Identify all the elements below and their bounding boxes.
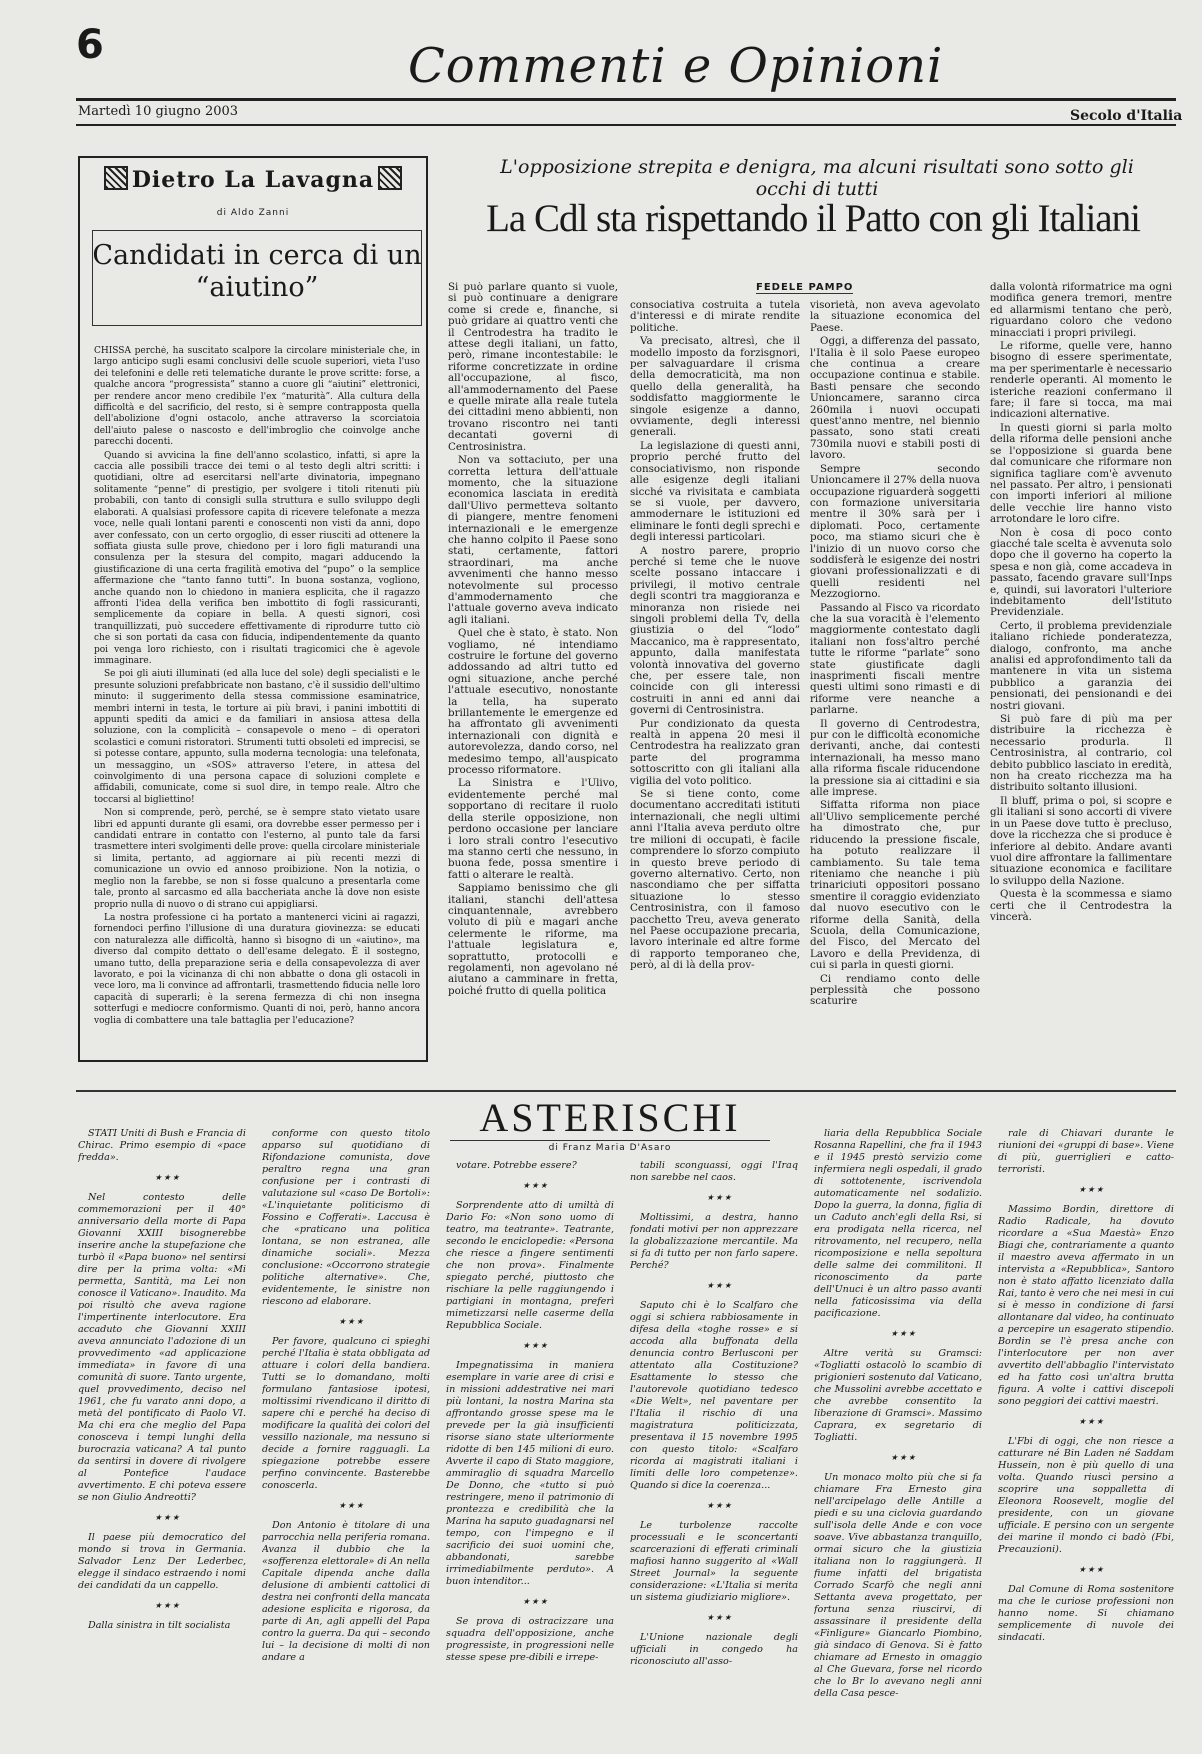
header-rule-top (76, 98, 1176, 101)
asterisk-separator (630, 1192, 798, 1204)
page-number: 6 (76, 22, 104, 68)
sidebar-title: Candidati in cerca di un “aiutino” (92, 240, 422, 303)
asterischi-note: Impegnatissima in maniera esemplare in varie aree di crisi e in missioni addestrative nei mari più lontani, la nostra Marina sta affrontando grosse spese ma le prevede per la già insufficienti risorse siano state ulteriormente ridotte di ben 145 milioni di euro. Avverte il capo di Stato maggiore, ammiraglio di squadra Marcello De Donno, che «tutto si può restringere, meno il patrimonio di prontezza e credibilità che la Marina ha saputo guadagnarsi nel tempo, con l'impegno e il sacrificio dei suoi uomini che, abbandonati, sarebbe irrimediabilmente perduto». A buon intenditor... (446, 1360, 614, 1587)
article-paragraph: Il governo di Centrodestra, pur con le difficoltà economiche derivanti, anche, dai contesti internazionali, ha messo mano alla riforma fiscale riducendone la pressione sia ai cittadini e sia alle imprese. (810, 717, 980, 799)
article-paragraph: Quel che è stato, è stato. Non vogliamo, né intendiamo costruire le fortune del governo addossando ad altri tutto ed ogni situazione, anche perché l'attuale esecutivo, nonostante la tella, ha superato brillantemente le emergenze ed ha affrontato gli avvenimenti internazionali con dignità e autorevolezza, dando corso, nel medesimo tempo, all'auspicato processo riformatore. (448, 627, 618, 777)
article-paragraph: Pur condizionato da questa realtà in appena 20 mesi il Centrodestra ha realizzato gran parte del programma sottoscritto con gli italiani alla vigilia del voto politico. (630, 717, 800, 787)
article-paragraph: Questa è la scommessa e siamo certi che il Centrodestra la vincerà. (990, 888, 1172, 923)
section-divider (76, 1090, 1176, 1092)
article-kicker: L'opposizione strepita e denigra, ma alcuni risultati sono sotto gli occhi di tutti (500, 156, 1134, 200)
asterisk-separator (998, 1416, 1174, 1428)
asterischi-note: votare. Potrebbe essere? (456, 1160, 577, 1171)
article-paragraph: Non va sottaciuto, per una corretta lettura dell'attuale momento, che la situazione economica lasciata in eredità dall'Ulivo permetteva soltanto di piangere, mentre fenomeni internazionali e le emergenze che hanno colpito il Paese sono stati, certamente, fattori straordinari, ma anche avvenimenti che hanno messo notevolmente sul processo d'ammodernamento che l'attuale governo aveva indicato agli italiani. (448, 454, 618, 626)
article-paragraph: dalla volontà riformatrice ma ogni modifica genera tremori, mentre ed allarmismi tentano che però, riguardano coloro che vedono minacciati i propri privilegi. (990, 282, 1172, 339)
asterisk-separator (630, 1280, 798, 1292)
asterischi-column-3 (446, 1160, 614, 1748)
sidebar-paragraph: Non si comprende, però, perché, se è sempre stato vietato usare libri ed appunti durante gli esami, ora dovrebbe esser permesso per i candidati entrare in contatto con l'esterno, al punto tale da farsi trasmettere interi svolgimenti delle prove: quella circolare ministeriale si limita, pertanto, ad aggiornare ai più recenti mezzi di comunicazione un ovvio ed annoso proibizione. Non la notizia, o meglio non la farebbe, se non si fosse qualcuno a presentarla come tale, pronto al sarcasmo ed alla baccheriata anche là dove non esiste proprio nulla di nuovo o di strano cui appigliarsi. (94, 808, 420, 910)
asterischi-column-1 (78, 1128, 246, 1748)
sidebar-paragraph: CHISSÀ perché, ha suscitato scalpore la circolare ministeriale che, in largo anticipo sugli esami conclusivi delle scuole superiori, vieta l'uso dei telefonini e delle reti telematiche durante le prove scritte: forse, a qualche ancora “progressista” stanno a cuore gli “aiutini” elettronici, per rendere ancor meno credibile l'ex “maturità”. Alla cultura della difficoltà e del sacrificio, del resto, si è sempre contrapposta quella dell'abolizione d'ogni ostacolo, anche attraverso la scorciatoia dell'aiuto palese o nascosto e dell'imbroglio che coinvolge anche parecchi docenti. (94, 346, 420, 448)
asterisk-separator (78, 1512, 246, 1524)
article-column-2 (630, 300, 800, 1062)
asterischi-note: L'Unione nazionale degli ufficiali in congedo ha riconosciuto all'asso- (630, 1632, 798, 1667)
asterischi-note: Se prova di ostracizzare una squadra dell'opposizione, anche progressiste, in progressioni nelle stesse spese pre-dibili e irrepe- (446, 1616, 614, 1663)
asterischi-column-5 (814, 1128, 982, 1748)
asterisk-separator (998, 1184, 1174, 1196)
article-column-4 (990, 282, 1172, 1062)
asterischi-note: rale di Chiavari durante le riunioni dei «gruppi di base». Viene di più, guerriglieri e catto-terroristi. (998, 1128, 1174, 1175)
header-rule-bottom (76, 124, 1176, 126)
asterischi-column-2 (262, 1128, 430, 1748)
sidebar-column-label: Dietro La Lavagna (131, 167, 375, 193)
article-paragraph: visorietà, non aveva agevolato la situazione economica del Paese. (810, 300, 980, 334)
blackboard-icon (104, 166, 128, 190)
asterischi-note: L'Fbi di oggi, che non riesce a catturare né Bin Laden né Saddam Hussein, non è più quello di una volta. Quando riuscì persino a scoprire una soppalletta di Eleonora Roosevelt, moglie del presidente, con un giovane ufficiale. E persino con un sergente dei marine il mondo ci badò (Fbi, Precauzioni). (998, 1436, 1174, 1555)
article-paragraph: Il bluff, prima o poi, si scopre e gli italiani si sono accorti di vivere in un Paese dove tutto è precluso, dove la ricchezza che si produce è inferiore al debito. Andare avanti vuol dire affrontare la fallimentare situazione economica e facilitare lo sviluppo della Nazione. (990, 794, 1172, 887)
sidebar-column-name (88, 166, 418, 202)
article-paragraph: La legislazione di questi anni, proprio perché frutto del consociativismo, non risponde alle esigenze degli italiani sicché va rivisitata e cambiata se si vuole, per davvero, ammodernare le istituzioni ed eliminare le fonti degli sprechi e degli interessi particolari. (630, 439, 800, 544)
article-column-3 (810, 300, 980, 1062)
asterischi-note: Dal Comune di Roma sostenitore ma che le curiose professioni non hanno nome. Si chiamano semplicemente di nuvole dei sindacati. (998, 1584, 1174, 1643)
article-paragraph: Passando al Fisco va ricordato che la sua voracità è l'elemento maggiormente contestato dagli italiani non foss'altro perché tutte le riforme “parlate” sono state giustificate dagli inasprimenti fiscali mentre questi ultimi sono rimasti e di riforme vere neanche a parlarne. (810, 601, 980, 717)
asterisk-separator (630, 1500, 798, 1512)
asterischi-note: conforme con questo titolo apparso sul quotidiano di Rifondazione comunista, dove peraltro regna una gran confusione per i contrasti di valutazione sul «caso De Bortoli»: «L'inquietante politicismo di Fossino e Cofferati». Laccusa è che «praticano una politica lontana, se non estranea, alle dinamiche sociali». Mezza conclusione: «Occorrono strategie politiche alternative». Che, evidentemente, le sinistre non riescono ad elaborare. (262, 1128, 430, 1307)
asterischi-column-4 (630, 1160, 798, 1748)
asterischi-note: tabili sconguassi, oggi l'Iraq non sarebbe nel caos. (630, 1160, 798, 1183)
asterischi-note: Don Antonio è titolare di una parrocchia nella periferia romana. Avanza il dubbio che la «sofferenza elettorale» di An nella Capitale dipenda anche dalla delusione di ambienti cattolici di destra nei confronti della mancata adesione esplicita e rigorosa, da parte di An, agli appelli del Papa contro la guerra. Da qui – secondo lui – la decisione di molti di non andare a (262, 1520, 430, 1663)
asterischi-note: liaria della Repubblica Sociale Rosanna Rapellini, che fra il 1943 e il 1945 prestò servizio come infermiera negli ospedali, il grado di sottotenente, iscrivendola automaticamente nel sodalizio. Dopo la guerra, la donna, figlia di un Caduto anch'egli della Rsi, si era prodigata nella ricerca, nel ritrovamento, nel recupero, nella ricomposizione e nella sepoltura delle salme dei commilitoni. Il riconoscimento da parte dell'Unuci è un altro passo avanti nella faticosissima via della pacificazione. (814, 1128, 982, 1319)
asterisk-separator (78, 1172, 246, 1184)
asterischi-author: di Franz Maria D'Asaro (450, 1140, 770, 1153)
article-column-1 (448, 282, 618, 1062)
asterisk-separator (630, 1612, 798, 1624)
asterischi-note: Il paese più democratico del mondo si trova in Germania. Salvador Lenz Der Lederbec, elegge il sindaco estraendo i nomi dei candidati da un cappello. (78, 1532, 246, 1591)
article-paragraph: A nostro parere, proprio perché si teme che le nuove scelte possano intaccare i privilegi, il motivo centrale degli scontri tra maggioranza e minoranza non risiede nei singoli problemi della Tv, della giustizia o del “lodo” Maccanico, ma è rappresentato, appunto, dalla manifestata volontà innovativa del governo che, per essere tale, non coincide con gli interessi costruiti in anni ed anni dai governi di Centrosinistra. (630, 544, 800, 717)
sidebar-paragraph: Quando si avvicina la fine dell'anno scolastico, infatti, si apre la caccia alle possibili tracce dei temi o al testo degli altri scritti: i quotidiani, oltre ad esercitarsi nell'arte divinatoria, impegnano solitamente “penne” di prestigio, per svolgere i titoli ritenuti più probabili, con tanto di consigli sulla struttura e sullo sviluppo degli elaborati. A qualsiasi professore capita di ricevere telefonate a mezza voce, nelle quali lontani parenti e conoscenti non visti da anni, dopo aver confessato, con un certo orgoglio, di esser riusciti ad ottenere la soffiata giusta sulle prove, chiedono per i loro figli maturandi una consulenza per la stesura del compito, magari adducendo la giustificazione di una certa fragilità emotiva del “pupo” o la semplice affermazione che “tanto fanno tutti”. In buona sostanza, vogliono, anche quando non lo chiedono in maniera esplicita, che il ragazzo affronti l'idea della verifica ben imbottito di fogli rassicuranti, semplicemente da copiare in bella. A questi signori, così tranquillizzati, può succedere effettivamente di riprodurre tutto ciò che si son portati da casa con fiducia, indipendentemente da quanto poi venga loro richiesto, con i risultati tragicomici che è agevole immaginare. (94, 450, 420, 666)
asterischi-note: Nel contesto delle commemorazioni per il 40° anniversario della morte di Papa Giovanni XXIII bisognerebbe inserire anche la stupefazione che turbò il «Papa buono» nel sentirsi dire per la prima volta: «Mi permetta, Santità, ma Lei non conosce il Vaticano». Inaudito. Ma poi risultò che aveva ragione l'impertinente interlocutore. Era accaduto che Giovanni XXIII aveva annunciato l'adozione di un provvedimento «ad applicazione immediata» in favore di una comunità di suore. Tanto urgente, quel provvedimento, deciso nel 1961, che fu varato anni dopo, a metà del pontificato di Paolo VI. Ma chi era che meglio del Papa conosceva i tempi lunghi della burocrazia vaticana? A tal punto da sentirsi in dovere di rivolgere al Pontefice l'audace avvertimento. E chi poteva essere se non Giulio Andreotti? (78, 1192, 246, 1503)
asterischi-note: Un monaco molto più che si fa chiamare Fra Ernesto gira nell'arcipelago delle Antille a piedi e su una ciclovia guardando sull'isola delle Ande e con voce soave. Vive abbastanza tranquillo, ormai sicuro che la giustizia italiana non lo raggiungerà. Il fiume infatti del brigatista Corrado Scarfò che negli anni Settanta aveva progettato, per fortuna senza riuscirvi, di assassinare il presidente della «Finligure» Giancarlo Piombino, già sindaco di Genova. Si è fatto chiamare ad Ernesto in omaggio al Che Guevara, forse nel ricordo che lo Br lo avevano negli anni della Casa pesce- (814, 1472, 982, 1699)
sidebar-paragraph: La nostra professione ci ha portato a mantenerci vicini ai ragazzi, fornendoci perfino l'illusione di una duratura giovinezza: se educati con naturalezza alle difficoltà, hanno sì bisogno di un «aiutino», ma diverso dal compito dettato o dell'esame delegato. È il sostegno, umano tutto, della preparazione seria e della consapevolezza di aver lavorato, e poi la vicinanza di chi non abbatte o dona gli ostacoli in vece loro, ma li convince ad affrontarli, trasmettendo fiducia nelle loro capacità di superarli; è la serena fermezza di chi non insegna sotterfugi e mediocre conformismo. Quanti di noi, però, hanno ancora voglia di combattere una tale battaglia per l'educazione? (94, 912, 420, 1026)
asterischi-note: Dalla sinistra in tilt socialista (88, 1620, 231, 1631)
asterisk-separator (814, 1328, 982, 1340)
asterischi-note: Massimo Bordin, direttore di Radio Radicale, ha dovuto ricordare a «Sua Maestà» Enzo Biagi che, contrariamente a quanto il maestro aveva affermato in un intervista a «Repubblica», Santoro non è stato affatto licenziato dalla Rai, tanto è vero che nei mesi in cui si è messo in condizione di farsi allontanare dal video, ha continuato a percepire un esagerato stipendio. Bordin se l'è presa anche con l'interlocutore per non aver avvertito dell'abbaglio l'intervistato ed ha fatto così un'altra brutta figura. A volte i cattivi discepoli sono peggiori dei cattivi maestri. (998, 1204, 1174, 1407)
article-paragraph: Va precisato, altresì, che il modello imposto da forzisgnori, per salvaguardare il crisma della democraticità, ma non quello della generalità, ha soddisfatto maggiormente le singole esigenze a danno, ovviamente, degli interessi generali. (630, 335, 800, 439)
article-paragraph: Sempre secondo Unioncamere il 27% della nuova occupazione riguarderà soggetti con formazione universitaria mentre il 30% sarà per i diplomati. Poco, certamente poco, ma stiamo sicuri che è l'inizio di un nuovo corso che soddisferà le esigenze dei nostri giovani professionalizzati e di quelli residenti nel Mezzogiorno. (810, 462, 980, 601)
article-paragraph: Le riforme, quelle vere, hanno bisogno di essere sperimentate, ma per sperimentarle è necessario renderle operanti. Al momento le isteriche reazioni confermano il fare; il fare si tocca, ma mai indicazioni alternative. (990, 340, 1172, 421)
asterischi-title: ASTERISCHI (479, 1095, 741, 1140)
asterisk-separator (446, 1180, 614, 1192)
article-paragraph: Siffatta riforma non piace all'Ulivo semplicemente perché ha dimostrato che, pur riducendo la pressione fiscale, ha potuto realizzare il cambiamento. Su tale tema riteniamo che neanche i più trinariciuti oppositori possano smentire il coraggio evidenziato dal nuovo esecutivo con le riforme della Sanità, della Scuola, della Comunicazione, del Fisco, del Mercato del Lavoro e della Previdenza, di cui si parla in questi giorni. (810, 799, 980, 972)
issue-date: Martedì 10 giugno 2003 (78, 104, 239, 119)
asterisk-separator (78, 1600, 246, 1612)
asterischi-note: Saputo chi è lo Scalfaro che oggi si schiera rabbiosamente in difesa della «toghe rosse» e si accoda alla buffonata della denuncia contro Berlusconi per attentato alla Costituzione? Esattamente lo stesso che l'autorevole quotidiano tedesco «Die Welt», nel paventare per l'Italia il rischio di una magistratura politicizzata, presentava il 15 novembre 1995 con questo titolo: «Scalfaro ricorda ai magistrati italiani i limiti delle loro competenze». Quando si dice la coerenza... (630, 1300, 798, 1491)
asterisk-separator (262, 1500, 430, 1512)
section-title-text: Commenti e Opinioni (408, 38, 944, 94)
article-paragraph: Si può fare di più ma per distribuire la ricchezza è necessario produrla. Il Centrosinistra, al contrario, col debito pubblico lasciato in eredità, non ha creato ricchezza ma ha distribuito soltanto illusioni. (990, 713, 1172, 794)
newspaper-name: Secolo d'Italia (1070, 108, 1183, 124)
asterisk-separator (262, 1316, 430, 1328)
sidebar-body (94, 346, 420, 1058)
article-paragraph: Si può parlare quanto si vuole, si può continuare a denigrare come si crede e, finanche, si può gridare ai quattro venti che il Centrodestra ha tradito le attese degli italiani, un fatto, però, rimane incontestabile: le riforme concretizzate in ordine all'occupazione, al fisco, all'ammodernamento del Paese e quelle mirate alla reale tutela dei cittadini meno abbienti, non trovano riscontro nei tanti decantati governi di Centrosinistra. (448, 282, 618, 453)
article-paragraph: Sappiamo benissimo che gli italiani, stanchi dell'attesa cinquantennale, avrebbero voluto di più e magari anche celermente le riforme, ma l'attuale legislatura e, soprattutto, protocolli e regolamenti, non agevolano né aiutano a camminare in fretta, poiché frutto di quella politica (448, 882, 618, 997)
article-paragraph: In questi giorni si parla molto della riforma delle pensioni anche se l'opposizione si guarda bene dal comunicare che riformare non significa tagliare com'è avvenuto nel passato. Per altro, i pensionati con importi inferiori al milione delle vecchie lire hanno visto arrotondare le loro cifre. (990, 421, 1172, 526)
sidebar-author: di Aldo Zanni (216, 208, 290, 218)
asterisk-separator (446, 1340, 614, 1352)
asterischi-note: Per favore, qualcuno ci spieghi perché l'Italia è stata obbligata ad attuare i colori della bandiera. Tutti se lo domandano, molti formulano fantasiose ipotesi, moltissimi rivendicano il diritto di sapere chi e perché ha deciso di modificare la qualità dei colori del vessillo nazionale, ma nessuno si decide a fornire ragguagli. La spiegazione potrebbe essere perfino convincente. Basterebbe conoscerla. (262, 1336, 430, 1491)
asterisk-separator (998, 1564, 1174, 1576)
article-paragraph: Ci rendiamo conto delle perplessità che possono scaturire (810, 972, 980, 1008)
asterischi-note: Altre verità su Gramsci: «Togliatti ostacolò lo scambio di prigionieri sostenuto dal Vaticano, che Mussolini avrebbe accettato e che avrebbe consentito la liberazione di Gramsci». Massimo Caprara, ex segretario di Togliatti. (814, 1348, 982, 1443)
article-paragraph: Non è cosa di poco conto giacché tale scelta è avvenuta solo dopo che il governo ha coperto la spesa e non già, come accadeva in passato, facendo gravare sull'Inps e, quindi, sui lavoratori l'ulteriore indebitamento dell'Istituto Previdenziale. (990, 526, 1172, 619)
article-headline: La Cdl sta rispettando il Patto con gli Italiani (486, 197, 1140, 240)
article-paragraph: La Sinistra e l'Ulivo, evidentemente perché mal sopportano di recitare il ruolo della sterile opposizione, non perdono occasione per lanciare i loro strali contro l'esecutivo ma stanno certi che nessuno, in buona fede, possa smentire i fatti o alterare le realtà. (448, 777, 618, 881)
asterisk-separator (814, 1452, 982, 1464)
asterischi-note: Moltissimi, a destra, hanno fondati motivi per non apprezzare la globalizzazione mercantile. Ma si fa di tutto per non farlo sapere. Perché? (630, 1212, 798, 1271)
article-byline: FEDELE PAMPO (756, 282, 854, 293)
article-paragraph: Se si tiene conto, come documentano accreditati istituti internazionali, che negli ultimi anni l'Italia aveva perduto oltre tre milioni di occupati, è facile comprendere lo sforzo compiuto in questo breve periodo di governo alternativo. Certo, non nascondiamo che per siffatta situazione lo stesso Centrosinistra, con il famoso pacchetto Treu, aveva generato nel Paese occupazione precaria, lavoro interinale ed altre forme di rapporto temporaneo che, però, al di là della prov- (630, 788, 800, 972)
blackboard-icon (378, 166, 402, 190)
article-paragraph: Oggi, a differenza del passato, l'Italia è il solo Paese europeo che continua a creare occupazione continua e stabile. Basti pensare che secondo Unioncamere, saranno circa 260mila i nuovi occupati quest'anno mentre, nel biennio passato, sono stati creati 730mila nuovi e stabili posti di lavoro. (810, 335, 980, 462)
sidebar-paragraph: Se poi gli aiuti illuminati (ed alla luce del sole) degli specialisti e le presunte soluzioni prefabbricate non bastano, c'è il sussidio dell'ultimo minuto: il suggerimento della stessa commissione esaminatrice, membri interni in testa, le torture ai più bravi, i panini imbottiti di appunti spediti da amici e da familiari in ansiosa attesa della soluzione, con la complicità – consapevole o meno – di operatori scolastici e comuni ristoratori. Strumenti tutti obsoleti ed imprecisi, se si potesse contare, appunto, sulla moderna tecnologia: una telefonata, un messaggino, un «SOS» attraverso l'etere, in attesa del coinvolgimento di una persona capace di soluzioni complete e affidabili, comunicate, come si suol dire, in tempo reale. Altro che toccarsi al bigliettino! (94, 669, 420, 805)
section-title (408, 38, 943, 94)
asterischi-note: STATI Uniti di Bush e Francia di Chirac. Primo esempio di «pace fredda». (78, 1128, 246, 1163)
asterischi-column-6 (998, 1128, 1174, 1748)
asterisk-separator (446, 1596, 614, 1608)
article-paragraph: Certo, il problema previdenziale italiano richiede ponderatezza, dialogo, confronto, ma anche analisi ed approfondimento tali da mantenere in vita un sistema pubblico a garanzia dei pensionati, dei pensionandi e dei nostri giovani. (990, 619, 1172, 712)
asterischi-note: Sorprendente atto di umiltà di Dario Fo: «Non sono uomo di teatro, ma teatrante». Teatrante, secondo le enciclopedie: «Persona che riesce a fingere sentimenti che non prova». Finalmente spiegato perché, piuttosto che rischiare la pelle raggiungendo i partigiani in montagna, preferì mimetizzarsi nelle caserme della Repubblica Sociale. (446, 1200, 614, 1331)
article-paragraph: consociativa costruita a tutela d'interessi e di mirate rendite politiche. (630, 300, 800, 334)
asterischi-note: Le turbolenze raccolte processuali e le sconcertanti scarcerazioni di efferati criminali mafiosi hanno suggerito al «Wall Street Journal» la seguente considerazione: «L'Italia si merita un sistema giudiziario migliore». (630, 1520, 798, 1603)
